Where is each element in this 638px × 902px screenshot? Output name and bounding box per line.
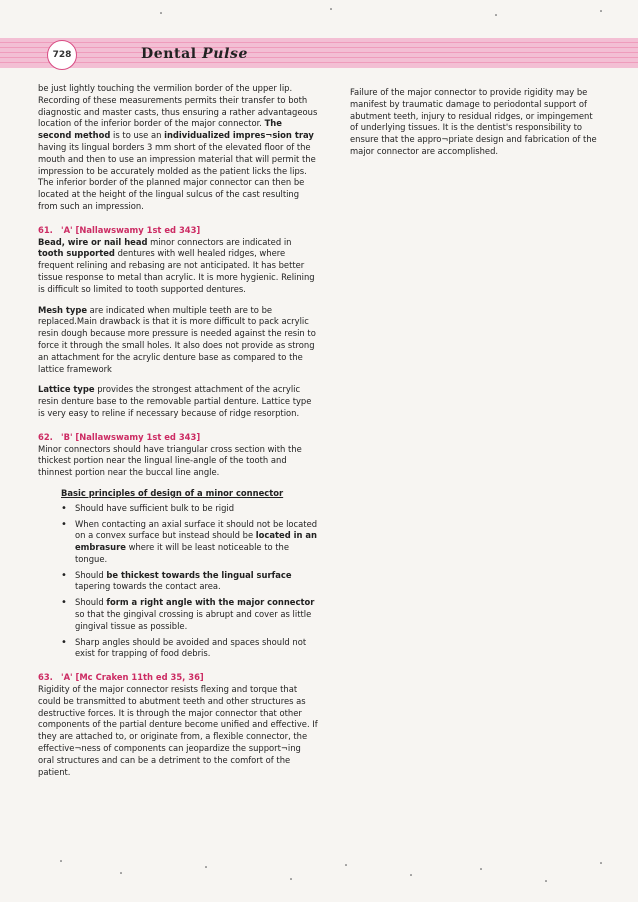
list-item-text: Should [75, 569, 107, 580]
answer-reference: 'A' [Nallawswamy 1st ed 343] [61, 224, 201, 235]
intro-text: having its lingual borders 3 mm short of the elevated floor of the mouth and then to use an impression material that will permit the impression to be accurately molded as the patient licks the lips. The inferior border of the planned major connector can then be located at the height of the lingual sulcus of the cast resulting from such an impression. [38, 141, 316, 211]
question-number: 63. [38, 672, 53, 683]
answer-reference: 'A' [Mc Craken 11th ed 35, 36] [61, 672, 204, 683]
header-stripe [0, 52, 638, 53]
header-stripe [0, 42, 638, 43]
subheading-text: Basic principles of design of a minor connector [61, 487, 284, 498]
body-text: dentures with well healed ridges, where frequent relining and rebasing are not anticipated. It has better tissue response to metal than acrylic. It is more hygienic. Relining is difficult so limited to tooth supported dentures. [38, 248, 315, 294]
question-62-heading [38, 432, 318, 444]
list-item-text: When contacting an axial surface it should not be located on a convex surface but instead should be [75, 518, 318, 541]
list-item [61, 597, 318, 632]
page-number-badge [47, 40, 77, 70]
q61-paragraph-3 [38, 384, 318, 419]
body-text: minor connectors are indicated in [147, 236, 292, 247]
question-number: 62. [38, 431, 53, 442]
question-number: 61. [38, 224, 53, 235]
header-stripe [0, 47, 638, 48]
q61-paragraph-2 [38, 305, 318, 376]
q61-paragraph-1 [38, 237, 318, 296]
header-band [0, 38, 638, 68]
q62-paragraph-1: Minor connectors should have triangular cross section with the thickest portion near the lingual line-angle of the tooth and thinnest portion near the buccal line angle. [38, 443, 302, 478]
list-item-bold: form a right angle with the major connector [106, 597, 315, 608]
running-title [141, 46, 248, 62]
q62-subheading [61, 488, 318, 500]
right-paragraph-1: Failure of the major connector to provide rigidity may be manifest by traumatic damage to periodontal support of abutment teeth, injury to residual ridges, or impingement of underlying tissues. It is the dentist's responsibility to ensure that the appro¬priate design and fabrication of the major connector are accomplished. [350, 87, 597, 156]
list-item-text: tapering towards the contact area. [75, 581, 221, 592]
left-column [38, 83, 318, 778]
list-item [61, 503, 318, 515]
header-stripe [0, 57, 638, 58]
list-item-text: where it will be least noticeable to the tongue. [75, 542, 290, 564]
right-column [350, 87, 600, 158]
title-main: Dental [141, 46, 203, 62]
list-item-text: Sharp angles should be avoided and spaces should not exist for trapping of food debris. [75, 636, 307, 659]
list-item-bold: be thickest towards the lingual surface [106, 569, 292, 580]
list-item-text: Should [75, 597, 107, 608]
list-item-bold: located in an embrasure [75, 530, 317, 553]
bold-term: Lattice type [38, 384, 95, 395]
bold-term: tooth supported [38, 248, 115, 259]
design-principles-list [61, 503, 318, 661]
list-item [61, 570, 318, 594]
list-item [61, 637, 318, 661]
question-61-heading [38, 225, 318, 237]
intro-text: be just lightly touching the vermilion border of the upper lip. Recording of these measurements permits their transfer to both diagnostic and master casts, thus ensuring a rather advantageous location of the inferior border of the major connector. [38, 83, 318, 129]
answer-reference: 'B' [Nallawswamy 1st ed 343] [61, 431, 201, 442]
title-script: Pulse [202, 46, 248, 62]
intro-paragraph [38, 83, 318, 213]
bold-term: Bead, wire or nail head [38, 236, 148, 247]
body-text: are indicated when multiple teeth are to be replaced.Main drawback is that it is more difficult to pack acrylic resin dough because more pressure is needed against the resin to force it through the small holes. It also does not provide as strong an attachment for the acrylic denture base as compared to the lattice framework [38, 304, 316, 374]
list-item-text: Should have sufficient bulk to be rigid [75, 502, 235, 513]
header-stripe [0, 62, 638, 63]
page-number: 728 [52, 50, 72, 60]
list-item [61, 519, 318, 566]
q63-paragraph-1: Rigidity of the major connector resists flexing and torque that could be transmitted to abutment teeth and other structures as destructive forces. It is through the major connector that other components of the partial denture become unified and effective. If they are attached to, or originate from, a flexible connector, the effective¬ness of components can jeopardize the support¬ing oral structures and can be a detriment to the comfort of the patient. [38, 684, 318, 777]
intro-text: is to use an [110, 130, 165, 141]
bold-term: Mesh type [38, 304, 88, 315]
intro-bold: The second method [38, 118, 282, 141]
question-63-heading [38, 672, 318, 684]
body-text: provides the strongest attachment of the acrylic resin denture base to the removable partial denture. Lattice type is very easy to reline if necessary because of ridge resorption. [38, 384, 312, 418]
list-item-text: so that the gingival crossing is abrupt and cover as little gingival tissue as possible. [75, 609, 312, 631]
intro-bold: individualized impres¬sion tray [164, 130, 314, 141]
